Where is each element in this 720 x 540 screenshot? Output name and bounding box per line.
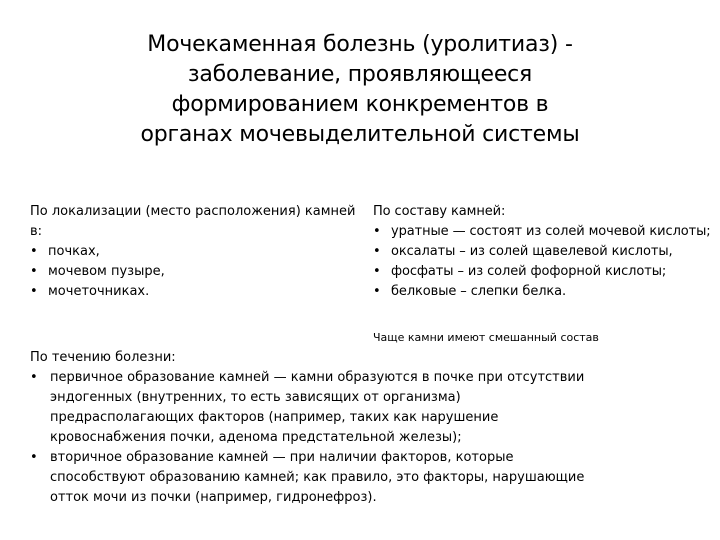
- list-item-text: фосфаты – из солей фофорной кислоты;: [391, 264, 667, 279]
- bullet-icon: •: [373, 264, 381, 279]
- list-item: [30, 242, 360, 262]
- localization-list: [30, 242, 360, 302]
- bullet-icon: •: [30, 450, 38, 465]
- bullet-icon: •: [30, 370, 38, 385]
- list-item: [30, 448, 590, 508]
- course-heading: По течению болезни:: [30, 350, 176, 365]
- bullet-icon: •: [30, 264, 38, 279]
- list-item-text: оксалаты – из солей щавелевой кислоты,: [391, 244, 673, 259]
- bullet-icon: •: [30, 244, 38, 259]
- list-item: [373, 262, 718, 282]
- course-block: [30, 348, 590, 508]
- list-item: [30, 368, 590, 448]
- list-item-text: вторичное образование камней — при наличии факторов, которые способствуют образованию камней; как правило, это факторы, нарушающие отток мочи из почки (например, гидронефроз).: [50, 450, 585, 505]
- localization-heading: По локализации (место расположения) камней в:: [30, 204, 356, 239]
- bullet-icon: •: [373, 244, 381, 259]
- composition-list: [373, 222, 718, 302]
- list-item: [373, 282, 718, 302]
- list-item: [30, 282, 360, 302]
- slide-title: [100, 30, 620, 150]
- title-line: Мочекаменная болезнь (уролитиаз) -: [147, 32, 573, 57]
- title-line: заболевание, проявляющееся: [187, 62, 533, 87]
- localization-block: [30, 202, 360, 302]
- bullet-icon: •: [30, 284, 38, 299]
- list-item-text: мочевом пузыре,: [48, 264, 165, 279]
- mixed-composition-note: Чаще камни имеют смешанный состав: [373, 331, 599, 344]
- list-item-text: белковые – слепки белка.: [391, 284, 567, 299]
- course-list: [30, 368, 590, 508]
- list-item-text: мочеточниках.: [48, 284, 150, 299]
- composition-heading: По составу камней:: [373, 204, 506, 219]
- composition-block: [373, 202, 718, 302]
- list-item: [373, 242, 718, 262]
- bullet-icon: •: [373, 284, 381, 299]
- list-item: [30, 262, 360, 282]
- list-item-text: первичное образование камней — камни образуются в почке при отсутствии эндогенных (внутренних, то есть зависящих от организма) предрасполагающих факторов (например, таких как нарушение кровоснабжения почки, аденома предстательной железы);: [50, 370, 585, 445]
- list-item-text: почках,: [48, 244, 100, 259]
- list-item-text: уратные — состоят из солей мочевой кислоты;: [391, 224, 711, 239]
- list-item: [373, 222, 718, 242]
- title-line: формированием конкрементов в: [171, 92, 549, 117]
- title-line: органах мочевыделительной системы: [140, 122, 580, 147]
- bullet-icon: •: [373, 224, 381, 239]
